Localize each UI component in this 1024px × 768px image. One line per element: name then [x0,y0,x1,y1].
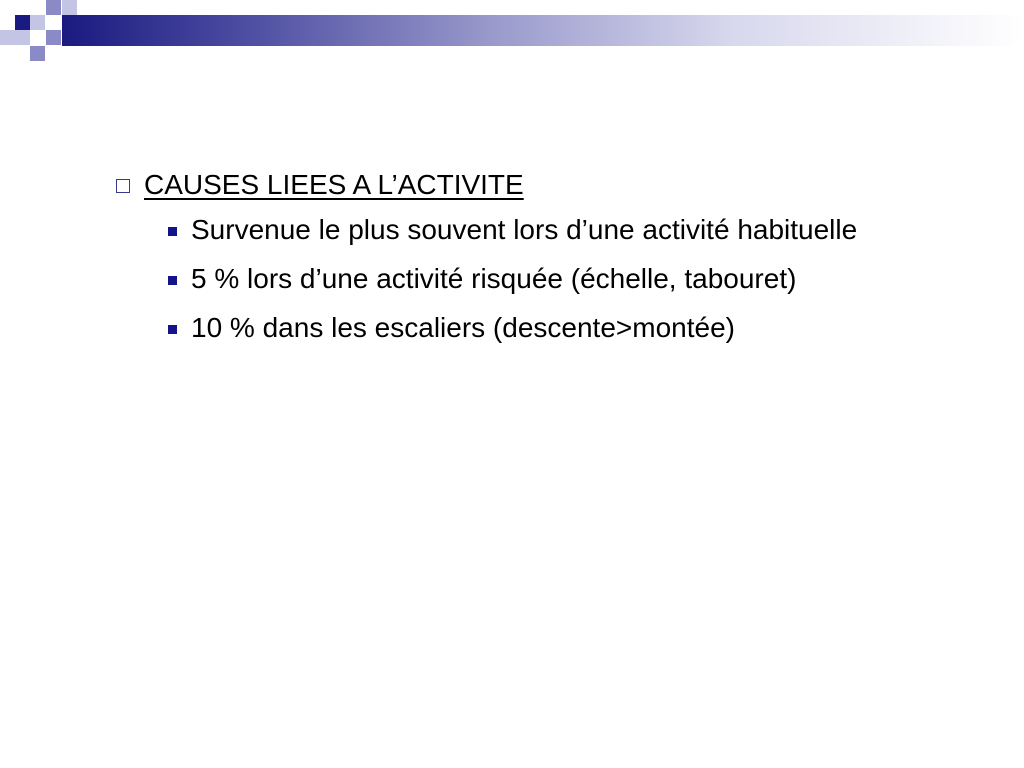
checker-square-icon [30,15,45,30]
list-item-text: 5 % lors d’une activité risquée (échelle, tabouret) [191,263,797,294]
list-item [168,211,976,249]
checker-square-icon [46,30,61,45]
checker-square-icon [0,30,15,45]
filled-square-icon [168,276,177,285]
list-item [168,309,976,347]
slide-body [116,167,976,358]
list-item-text: Survenue le plus souvent lors d’une activité habituelle [191,214,858,245]
hollow-square-icon [116,179,130,193]
bullet-list [116,211,976,347]
filled-square-icon [168,227,177,236]
header-decoration [0,0,1024,64]
checker-square-icon [30,46,45,61]
slide-heading: CAUSES LIEES A L’ACTIVITE [144,169,524,200]
checker-square-icon [15,15,30,30]
slide-heading-row [116,167,976,203]
filled-square-icon [168,325,177,334]
header-gradient-band [62,15,1024,46]
checker-square-icon [46,0,61,15]
list-item-text: 10 % dans les escaliers (descente>montée) [191,312,735,343]
checker-square-icon [15,30,30,45]
checker-square-icon [62,0,77,15]
list-item [168,260,976,298]
